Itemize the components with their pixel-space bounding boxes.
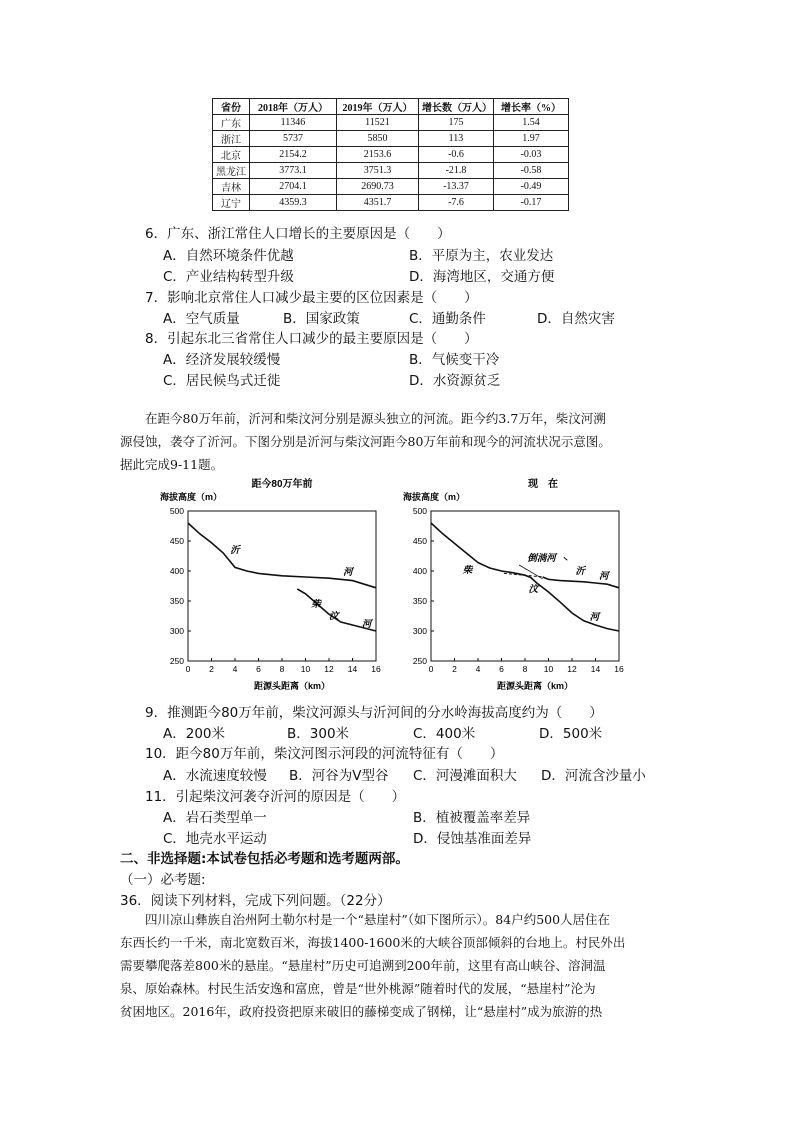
q10-option-b: B．河谷为V型谷 <box>289 768 389 784</box>
q6-option-c: C．产业结构转型升级 <box>163 269 294 285</box>
material-line: 东西长约一千米，南北宽数百米，海拔1400-1600米的大峡谷顶部倾斜的台地上。村民外出 <box>120 935 626 950</box>
q9-option-d: D．500米 <box>539 726 603 742</box>
table-row <box>213 163 569 179</box>
table-cell: -0.6 <box>419 147 494 163</box>
table-cell: 2704.1 <box>250 179 337 195</box>
intro-line: 源侵蚀，袭夺了沂河。下图分别是沂河与柴汶河距今80万年前和现今的河流状况示意图。 <box>120 434 611 449</box>
x-tick-label: 0 <box>428 664 434 674</box>
table-cell: 4359.3 <box>250 195 337 211</box>
q9-option-b: B．300米 <box>287 726 350 742</box>
question-9: 9．推测距今80万年前，柴汶河源头与沂河间的分水岭海拔高度约为（ ） <box>145 705 603 721</box>
river-label: 柴 <box>462 564 473 576</box>
y-tick-label: 300 <box>169 626 184 636</box>
q10-option-c: C．河漫滩面积大 <box>413 768 517 784</box>
table-cell: -0.58 <box>494 163 569 179</box>
table-row <box>213 179 569 195</box>
material-paragraph <box>120 908 685 1023</box>
material-line: 贫困地区。2016年，政府投资把原来破旧的藤梯变成了钢梯，让“悬崖村”成为旅游的热 <box>120 1004 603 1019</box>
x-tick-label: 14 <box>347 664 358 674</box>
q9-option-a: A．200米 <box>163 726 226 742</box>
x-tick-label: 4 <box>475 664 481 674</box>
table-header-row <box>213 99 569 115</box>
subsection-heading: （一）必考题: <box>120 872 206 888</box>
river-charts <box>150 475 645 697</box>
material-line: 四川凉山彝族自治州阿土勒尔村是一个“悬崖村”（如下图所示）。84户约500人居住在 <box>145 912 611 927</box>
river-label: 汶 <box>329 611 339 622</box>
x-tick-label: 16 <box>614 664 624 674</box>
plot-frame <box>431 511 619 661</box>
x-tick-label: 0 <box>185 664 191 674</box>
y-tick-label: 450 <box>169 536 184 546</box>
y-axis-label: 海拔高度（m） <box>403 492 466 502</box>
x-tick-label: 14 <box>590 664 601 674</box>
x-tick-label: 6 <box>499 664 504 674</box>
chart-title: 距今80万年前 <box>251 479 313 490</box>
y-tick-label: 350 <box>169 596 184 606</box>
table-row <box>213 115 569 131</box>
table-cell: 3751.3 <box>337 163 419 179</box>
table-cell: 11521 <box>337 115 419 131</box>
chart-panel-1 <box>160 477 381 691</box>
q8-option-d: D．水资源贫乏 <box>409 373 501 389</box>
river-label: 倒淌河 <box>527 552 556 564</box>
x-tick-label: 10 <box>300 664 311 674</box>
y-tick-label: 300 <box>412 626 427 636</box>
table-row <box>213 195 569 211</box>
table-cell: 4351.7 <box>337 195 419 211</box>
q10-option-d: D．河流含沙量小 <box>541 768 646 784</box>
q8-option-c: C．居民候鸟式迁徙 <box>163 373 281 389</box>
pointer-line <box>519 565 543 579</box>
table-cell: 北京 <box>213 147 250 163</box>
table-cell: 175 <box>419 115 494 131</box>
table-cell: -0.49 <box>494 179 569 195</box>
y-tick-label: 250 <box>412 656 427 666</box>
material-line: 泉、原始森林。村民生活安逸和富庶，曾是“世外桃源”随着时代的发展，“悬崖村”沦为 <box>120 981 596 996</box>
river-label: 柴 <box>311 599 321 610</box>
q10-option-a: A．水流速度较慢 <box>163 768 267 784</box>
q11-option-b: B．植被覆盖率差异 <box>413 810 531 826</box>
q6-option-a: A．自然环境条件优越 <box>163 248 294 264</box>
river-label: 沂 <box>575 566 586 577</box>
x-axis-label: 距源头距离（km） <box>496 681 574 691</box>
q7-option-d: D．自然灾害 <box>537 311 615 327</box>
table-cell: 2153.6 <box>337 147 419 163</box>
question-10: 10．距今80万年前，柴汶河图示河段的河流特征有（ ） <box>145 746 504 762</box>
q11-option-d: D．侵蚀基准面差异 <box>413 831 532 847</box>
q7-option-a: A．空气质量 <box>163 311 240 327</box>
river-label: 河 <box>589 612 600 624</box>
table-header: 省份 <box>213 99 250 115</box>
y-tick-label: 450 <box>412 536 427 546</box>
table-cell: 113 <box>419 131 494 147</box>
y-tick-label: 400 <box>412 566 427 576</box>
q8-option-a: A．经济发展较缓慢 <box>163 352 281 368</box>
table-cell: -0.03 <box>494 147 569 163</box>
x-tick-label: 2 <box>452 664 457 674</box>
q6-option-b: B．平原为主，农业发达 <box>409 248 554 264</box>
x-tick-label: 10 <box>543 664 554 674</box>
y-tick-label: 350 <box>412 596 427 606</box>
y-tick-label: 500 <box>412 506 427 516</box>
table-cell: 2154.2 <box>250 147 337 163</box>
table-row <box>213 131 569 147</box>
plot-frame <box>188 511 376 661</box>
table-cell: -13.37 <box>419 179 494 195</box>
section-heading: 二、非选择题:本试卷包括必考题和选考题两部。 <box>120 851 409 867</box>
table-cell: 11346 <box>250 115 337 131</box>
river-label: 河 <box>343 567 353 579</box>
q11-option-a: A．岩石类型单一 <box>163 810 267 826</box>
table-cell: 浙江 <box>213 131 250 147</box>
former-river-dashed <box>504 573 544 577</box>
intro-line: 在距今80万年前，沂河和柴汶河分别是源头独立的河流。距今约3.7万年，柴汶河溯 <box>145 411 606 426</box>
x-tick-label: 4 <box>232 664 238 674</box>
q9-option-c: C．400米 <box>413 726 476 742</box>
x-tick-label: 12 <box>324 664 334 674</box>
x-tick-label: 6 <box>256 664 261 674</box>
chart-panel-2 <box>403 477 624 691</box>
mark-line <box>564 557 568 560</box>
chart-title: 现 在 <box>528 479 558 490</box>
river-label: 沂 <box>230 545 240 556</box>
question-8: 8．引起东北三省常住人口减少的最主要原因是（ ） <box>145 331 478 347</box>
table-header: 2018年（万人） <box>250 99 337 115</box>
x-tick-label: 2 <box>209 664 214 674</box>
q8-option-b: B．气候变干冷 <box>409 352 500 368</box>
table-cell: 黑龙江 <box>213 163 250 179</box>
table-row <box>213 147 569 163</box>
x-tick-label: 16 <box>371 664 381 674</box>
question-11: 11．引起柴汶河袭夺沂河的原因是（ ） <box>145 789 406 805</box>
x-tick-label: 8 <box>279 664 285 674</box>
x-axis-label: 距源头距离（km） <box>253 681 331 691</box>
table-cell: 吉林 <box>213 179 250 195</box>
table-cell: -21.8 <box>419 163 494 179</box>
population-table <box>212 98 569 211</box>
intro-paragraph <box>120 407 685 476</box>
table-cell: 辽宁 <box>213 195 250 211</box>
table-cell: 广东 <box>213 115 250 131</box>
river-label: 河 <box>361 618 372 630</box>
question-7: 7．影响北京常住人口减少最主要的区位因素是（ ） <box>145 290 478 306</box>
table-cell: 5737 <box>250 131 337 147</box>
y-axis-label: 海拔高度（m） <box>160 492 223 502</box>
q6-option-d: D．海湾地区，交通方便 <box>409 269 555 285</box>
table-cell: -0.17 <box>494 195 569 211</box>
question-6: 6．广东、浙江常住人口增长的主要原因是（ ） <box>145 226 451 242</box>
table-header: 增长率（%） <box>494 99 569 115</box>
q7-option-b: B．国家政策 <box>283 311 360 327</box>
y-tick-label: 500 <box>169 506 184 516</box>
question-36: 36．阅读下列材料，完成下列问题。（22分） <box>120 893 391 909</box>
table-cell: 2690.73 <box>337 179 419 195</box>
y-tick-label: 400 <box>169 566 184 576</box>
x-tick-label: 12 <box>567 664 577 674</box>
y-tick-label: 250 <box>169 656 184 666</box>
material-line: 需要攀爬落差800米的悬崖。“悬崖村”历史可追溯到200年前，这里有高山峡谷、溶洞温 <box>120 958 606 973</box>
table-header: 增长数（万人） <box>419 99 494 115</box>
q7-option-c: C．通勤条件 <box>409 311 486 327</box>
x-tick-label: 8 <box>522 664 528 674</box>
table-cell: -7.6 <box>419 195 494 211</box>
table-cell: 1.97 <box>494 131 569 147</box>
table-cell: 1.54 <box>494 115 569 131</box>
river-label: 河 <box>599 570 609 582</box>
intro-line: 据此完成9-11题。 <box>120 457 224 472</box>
table-cell: 5850 <box>337 131 419 147</box>
table-header: 2019年（万人） <box>337 99 419 115</box>
table-cell: 3773.1 <box>250 163 337 179</box>
river-label: 汶 <box>528 584 539 595</box>
q11-option-c: C．地壳水平运动 <box>163 831 267 847</box>
